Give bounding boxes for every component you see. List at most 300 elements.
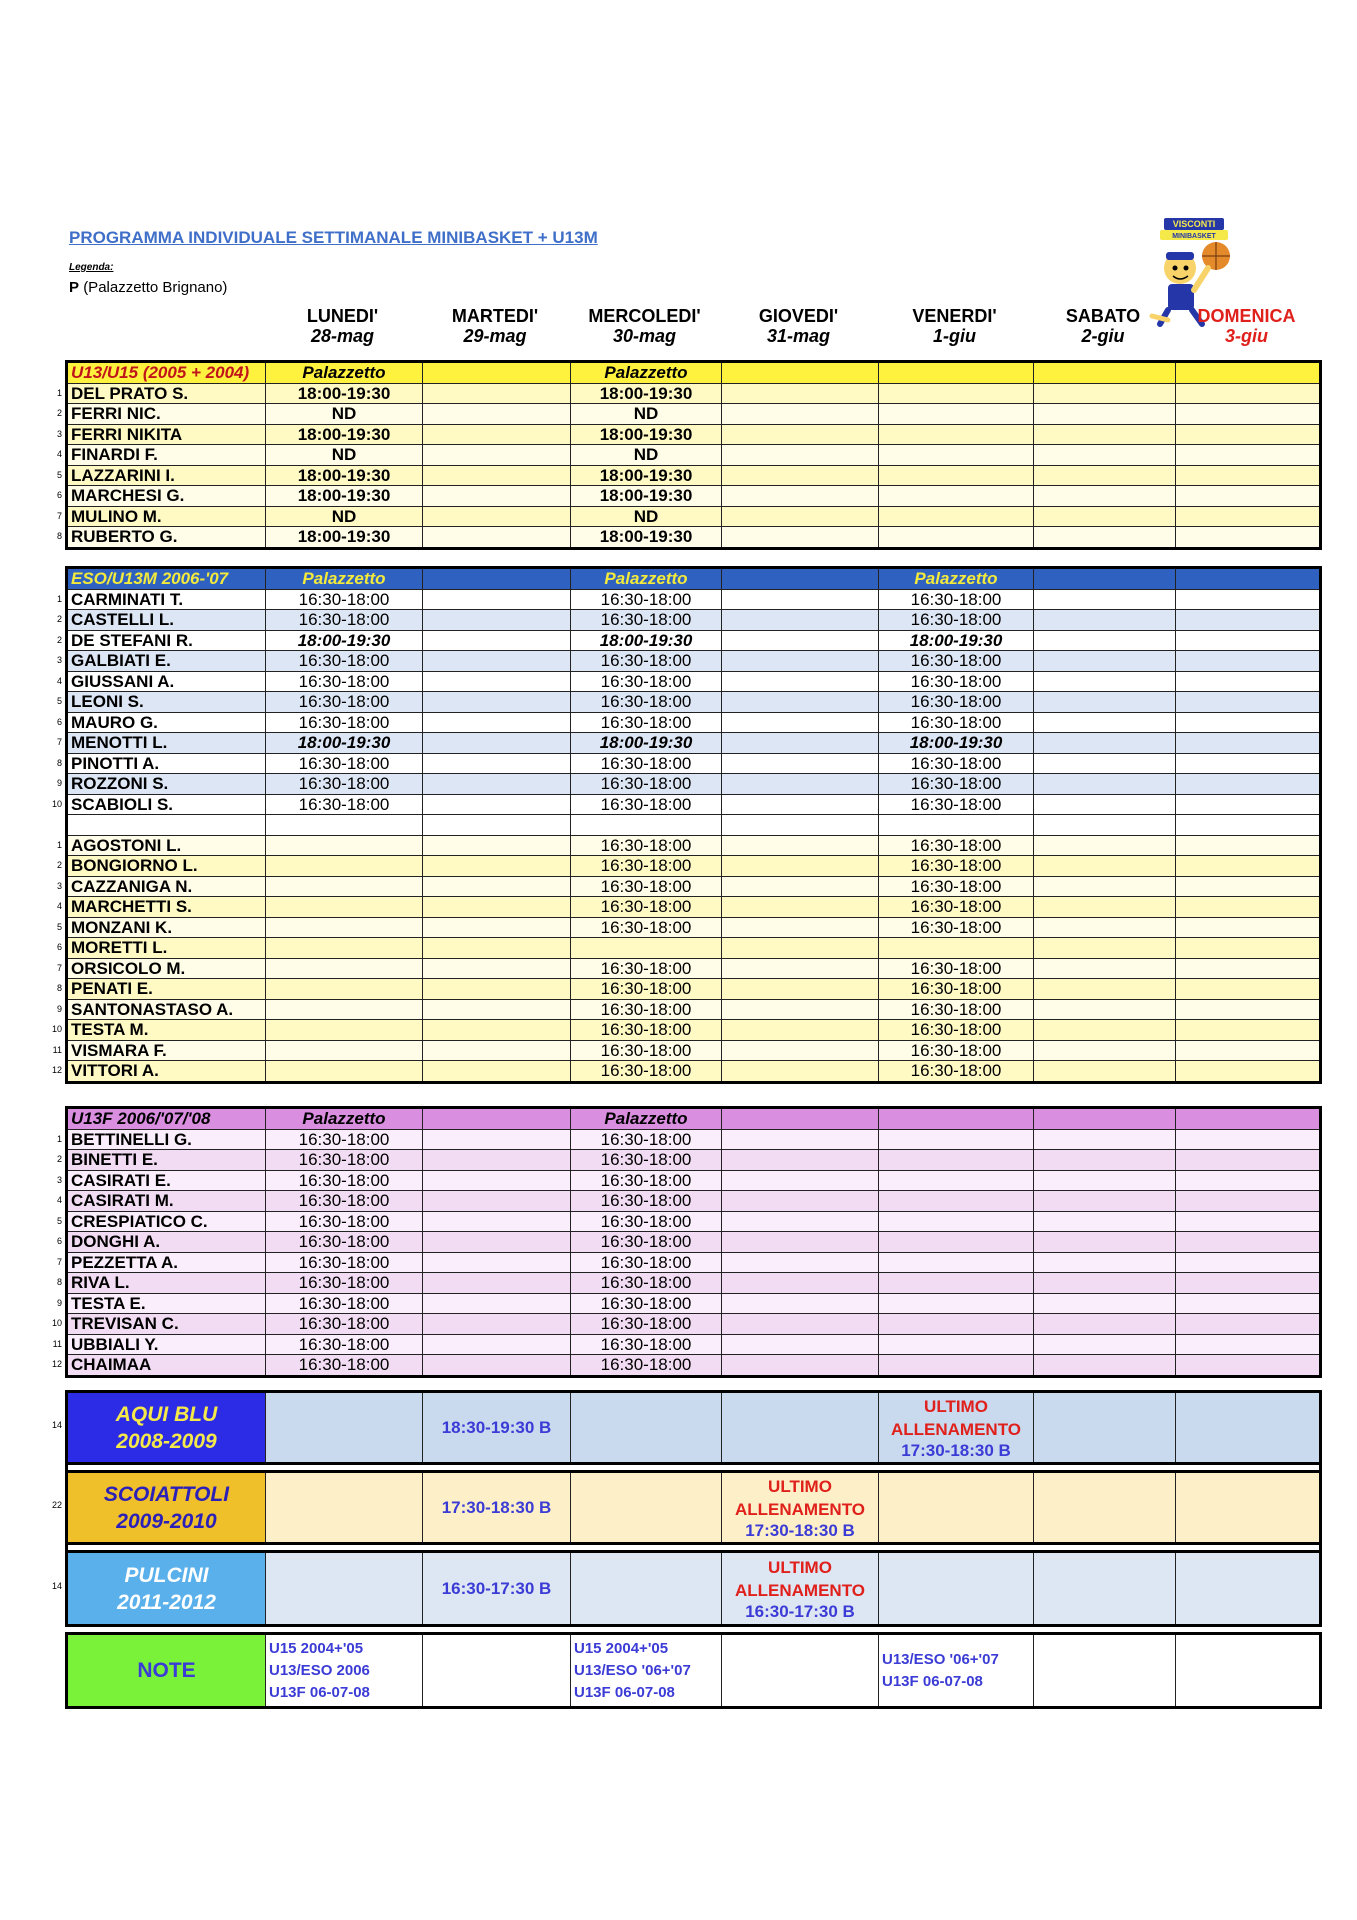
location-cell [423, 568, 571, 590]
empty-cell [266, 1392, 423, 1464]
player-name: FERRI NIC. [67, 404, 266, 425]
player-name: VITTORI A. [67, 1061, 266, 1083]
location-cell: Palazzetto [266, 362, 423, 384]
player-row [67, 1129, 1321, 1150]
day-date: 28-mag [310, 326, 375, 346]
empty-cell [1176, 938, 1321, 959]
empty-cell [722, 1392, 879, 1464]
player-row [67, 1273, 1321, 1294]
schedule-cell: 16:30-18:00 [571, 651, 722, 672]
training-time [423, 1552, 571, 1626]
schedule-cell: 16:30-18:00 [879, 856, 1034, 877]
group-years: 2011-2012 [117, 1590, 216, 1614]
table-u13f [65, 1106, 1322, 1378]
row-number: 3 [56, 428, 62, 439]
empty-cell [423, 692, 571, 713]
schedule-cell: 16:30-18:00 [266, 794, 423, 815]
schedule-cell: 16:30-18:00 [571, 1314, 722, 1335]
empty-cell [722, 815, 879, 836]
last-training-label-2: ALLENAMENTO [734, 1580, 865, 1600]
schedule-cell: 16:30-18:00 [571, 794, 722, 815]
player-name: SANTONASTASO A. [67, 999, 266, 1020]
empty-cell [879, 1232, 1034, 1253]
row-number: 4 [56, 1195, 62, 1205]
player-name: DONGHI A. [67, 1232, 266, 1253]
player-name: RUBERTO G. [67, 527, 266, 549]
schedule-cell: 16:30-18:00 [879, 651, 1034, 672]
player-row [67, 1252, 1321, 1273]
player-row [67, 1355, 1321, 1377]
player-name: BONGIORNO L. [67, 856, 266, 877]
player-row [67, 1314, 1321, 1335]
player-name: MARCHETTI S. [67, 897, 266, 918]
empty-cell [1176, 527, 1321, 549]
row-number: 7 [56, 1256, 62, 1267]
empty-cell [722, 630, 879, 651]
row-number: 3 [56, 655, 62, 665]
empty-cell [423, 527, 571, 549]
schedule-cell: 16:30-18:00 [879, 1040, 1034, 1061]
empty-cell [1034, 404, 1176, 425]
schedule-cell: 16:30-18:00 [266, 1252, 423, 1273]
empty-cell [1034, 692, 1176, 713]
player-row [67, 424, 1321, 445]
empty-cell [1034, 465, 1176, 486]
schedule-cell: 16:30-18:00 [266, 692, 423, 713]
empty-cell [423, 445, 571, 466]
empty-cell [1176, 506, 1321, 527]
group-row [67, 1392, 1321, 1464]
empty-cell [879, 465, 1034, 486]
note-line: U13F 06-07-08 [882, 1672, 983, 1690]
day-header-1 [264, 306, 421, 346]
empty-cell [266, 856, 423, 877]
row-number: 22 [51, 1500, 62, 1510]
empty-cell [423, 1252, 571, 1273]
player-name: FERRI NIKITA [67, 424, 266, 445]
empty-cell [879, 486, 1034, 507]
schedule-cell: 16:30-18:00 [266, 1314, 423, 1335]
schedule-cell: ND [571, 404, 722, 425]
player-row [67, 958, 1321, 979]
player-name: LAZZARINI I. [67, 465, 266, 486]
player-name: CHAIMAA [67, 1355, 266, 1377]
schedule-cell: 16:30-18:00 [879, 1020, 1034, 1041]
empty-cell [1176, 794, 1321, 815]
empty-cell [1176, 1392, 1321, 1464]
row-number: 2 [56, 634, 62, 645]
player-name: MULINO M. [67, 506, 266, 527]
empty-cell [1034, 999, 1176, 1020]
empty-cell [1034, 589, 1176, 610]
row-number: 12 [51, 1359, 62, 1369]
row-number: 7 [56, 962, 62, 973]
note-cell-wed [571, 1634, 722, 1708]
schedule-cell: 16:30-18:00 [879, 1061, 1034, 1083]
player-row [67, 383, 1321, 404]
empty-cell [879, 1472, 1034, 1544]
empty-cell [722, 1211, 879, 1232]
empty-cell [722, 1634, 879, 1708]
schedule-cell: 16:30-18:00 [571, 1150, 722, 1171]
empty-cell [1034, 486, 1176, 507]
empty-cell [722, 671, 879, 692]
empty-cell [722, 404, 879, 425]
last-training-label-2: ALLENAMENTO [890, 1419, 1021, 1439]
location-cell: Palazzetto [266, 1108, 423, 1130]
player-name: CARMINATI T. [67, 589, 266, 610]
schedule-cell: 18:00-19:30 [571, 486, 722, 507]
empty-cell [423, 1170, 571, 1191]
empty-cell [722, 958, 879, 979]
location-cell [1034, 1108, 1176, 1130]
empty-cell [423, 774, 571, 795]
player-row [67, 938, 1321, 959]
empty-cell [879, 424, 1034, 445]
schedule-cell: 16:30-18:00 [571, 1293, 722, 1314]
player-name: BETTINELLI G. [67, 1129, 266, 1150]
empty-cell [1176, 383, 1321, 404]
empty-cell [1034, 1040, 1176, 1061]
logo-text-1: VISCONTI [1172, 219, 1216, 229]
empty-cell [423, 1040, 571, 1061]
empty-cell [1176, 1170, 1321, 1191]
legend-key: P [69, 279, 80, 296]
empty-cell [1176, 630, 1321, 651]
schedule-cell: 16:30-18:00 [879, 794, 1034, 815]
empty-cell [1034, 1020, 1176, 1041]
schedule-cell: 16:30-18:00 [571, 1040, 722, 1061]
schedule-cell: 16:30-18:00 [571, 979, 722, 1000]
schedule-cell: 16:30-18:00 [879, 610, 1034, 631]
last-training-cell [722, 1472, 879, 1544]
schedule-cell: 16:30-18:00 [571, 1129, 722, 1150]
group-label [67, 1552, 266, 1626]
empty-cell [879, 1252, 1034, 1273]
row-number: 2 [56, 614, 62, 624]
empty-cell [423, 794, 571, 815]
note-line: U13F 06-07-08 [574, 1683, 675, 1701]
empty-cell [1034, 1314, 1176, 1335]
schedule-cell: 16:30-18:00 [879, 692, 1034, 713]
schedule-cell: ND [266, 404, 423, 425]
empty-cell [571, 815, 722, 836]
day-date: 2-giu [1081, 326, 1125, 346]
schedule-cell: 18:00-19:30 [571, 383, 722, 404]
empty-cell [266, 979, 423, 1000]
schedule-cell [879, 938, 1034, 959]
empty-cell [722, 835, 879, 856]
row-number: 9 [56, 1297, 62, 1308]
empty-cell [722, 1150, 879, 1171]
empty-cell [423, 876, 571, 897]
row-number: 5 [56, 1215, 62, 1226]
location-cell [722, 362, 879, 384]
logo-text-2: MINIBASKET [1172, 233, 1216, 240]
training-time [423, 1392, 571, 1464]
empty-cell [571, 1472, 722, 1544]
empty-cell [1034, 794, 1176, 815]
empty-cell [423, 1211, 571, 1232]
empty-cell [722, 999, 879, 1020]
spacer-cell [67, 1464, 1321, 1472]
schedule-cell: 16:30-18:00 [571, 1334, 722, 1355]
row-number: 11 [52, 1044, 62, 1055]
section-title: ESO/U13M 2006-'07 [67, 568, 266, 590]
schedule-cell: 16:30-18:00 [571, 692, 722, 713]
empty-cell [1176, 445, 1321, 466]
player-name: ORSICOLO M. [67, 958, 266, 979]
schedule-cell: 16:30-18:00 [879, 897, 1034, 918]
empty-cell [423, 753, 571, 774]
empty-cell [423, 486, 571, 507]
empty-cell [423, 1314, 571, 1335]
empty-cell [1176, 958, 1321, 979]
player-row [67, 404, 1321, 425]
group-name: SCOIATTOLI [103, 1482, 230, 1506]
training-time-text: 18:30-19:30 B [441, 1417, 552, 1437]
empty-cell [1034, 1252, 1176, 1273]
empty-cell [1034, 856, 1176, 877]
row-number: 6 [56, 1236, 62, 1246]
training-time-text: 16:30-17:30 B [441, 1578, 552, 1598]
player-row [67, 589, 1321, 610]
empty-cell [1176, 424, 1321, 445]
schedule-cell: 16:30-18:00 [571, 671, 722, 692]
group-label [67, 1472, 266, 1544]
schedule-cell: 18:00-19:30 [266, 527, 423, 549]
last-training-label: ULTIMO [768, 1476, 832, 1496]
empty-cell [423, 1273, 571, 1294]
row-number: 1 [56, 593, 62, 604]
note-line: U13/ESO '06+'07 [882, 1650, 999, 1668]
empty-cell [722, 876, 879, 897]
schedule-cell: 16:30-18:00 [571, 1020, 722, 1041]
group-years: 2008-2009 [116, 1429, 217, 1453]
row-number: 9 [56, 1003, 62, 1014]
note-line: U13/ESO 2006 [269, 1661, 370, 1679]
location-cell: Palazzetto [266, 568, 423, 590]
schedule-cell: 18:00-19:30 [266, 733, 423, 754]
location-cell [1034, 568, 1176, 590]
empty-cell [1034, 917, 1176, 938]
empty-cell [1176, 897, 1321, 918]
schedule-cell: 16:30-18:00 [266, 1211, 423, 1232]
empty-cell [1034, 1355, 1176, 1377]
schedule-cell: 18:00-19:30 [266, 465, 423, 486]
schedule-cell: 16:30-18:00 [571, 753, 722, 774]
row-number: 14 [51, 1581, 62, 1591]
empty-cell [423, 938, 571, 959]
empty-cell [722, 465, 879, 486]
player-row [67, 445, 1321, 466]
empty-cell [1176, 1273, 1321, 1294]
empty-cell [266, 815, 423, 836]
schedule-cell: 16:30-18:00 [571, 589, 722, 610]
player-name: MORETTI L. [67, 938, 266, 959]
schedule-cell: 16:30-18:00 [571, 856, 722, 877]
day-header-4 [720, 306, 877, 346]
empty-cell [1034, 445, 1176, 466]
schedule-cell: 16:30-18:00 [266, 1273, 423, 1294]
schedule-cell: 16:30-18:00 [879, 958, 1034, 979]
schedule-cell: 16:30-18:00 [571, 876, 722, 897]
last-training-cell [722, 1552, 879, 1626]
empty-cell [1034, 1334, 1176, 1355]
row-number: 6 [56, 942, 62, 952]
location-cell: Palazzetto [571, 1108, 722, 1130]
empty-cell [1034, 1150, 1176, 1171]
empty-cell [722, 1273, 879, 1294]
row-number: 4 [56, 901, 62, 911]
empty-cell [1176, 610, 1321, 631]
day-header-6 [1032, 306, 1174, 346]
empty-cell [1176, 486, 1321, 507]
player-name: LEONI S. [67, 692, 266, 713]
location-cell [722, 568, 879, 590]
empty-cell [1176, 1232, 1321, 1253]
schedule-cell: 16:30-18:00 [571, 917, 722, 938]
day-header-5 [877, 306, 1032, 346]
empty-cell [423, 733, 571, 754]
row-number: 11 [52, 1338, 62, 1349]
empty-cell [266, 1472, 423, 1544]
empty-cell [1176, 465, 1321, 486]
location-cell [879, 362, 1034, 384]
section-header-row [67, 362, 1321, 384]
legend-label: Legenda: [69, 262, 114, 273]
empty-cell [722, 383, 879, 404]
schedule-cell: 16:30-18:00 [266, 1334, 423, 1355]
location-cell [1176, 568, 1321, 590]
player-row [67, 692, 1321, 713]
location-cell [879, 1108, 1034, 1130]
last-training-label: ULTIMO [768, 1557, 832, 1577]
empty-cell [423, 999, 571, 1020]
empty-cell [266, 1020, 423, 1041]
player-row [67, 774, 1321, 795]
document-title: PROGRAMMA INDIVIDUALE SETTIMANALE MINIBASKET + U13M [69, 228, 598, 247]
empty-cell [423, 1150, 571, 1171]
schedule-cell: 16:30-18:00 [879, 671, 1034, 692]
schedule-cell: ND [571, 445, 722, 466]
schedule-cell: ND [266, 506, 423, 527]
schedule-cell: 16:30-18:00 [571, 835, 722, 856]
player-name: TREVISAN C. [67, 1314, 266, 1335]
player-name: PENATI E. [67, 979, 266, 1000]
table-eso-u13m [65, 566, 1322, 1084]
empty-cell [1176, 1129, 1321, 1150]
row-number: 8 [56, 531, 62, 541]
player-row [67, 630, 1321, 651]
schedule-cell: 16:30-18:00 [879, 979, 1034, 1000]
empty-cell [879, 527, 1034, 549]
player-row [67, 917, 1321, 938]
day-name: LUNEDI' [306, 306, 379, 326]
group-row [67, 1472, 1321, 1544]
row-number: 3 [56, 1174, 62, 1185]
player-name: DE STEFANI R. [67, 630, 266, 651]
day-name: MERCOLEDI' [588, 306, 701, 326]
empty-cell [423, 465, 571, 486]
player-row [67, 856, 1321, 877]
legend-text [69, 279, 227, 296]
empty-cell [423, 1232, 571, 1253]
empty-cell [1176, 1472, 1321, 1544]
player-name: RIVA L. [67, 1273, 266, 1294]
note-line: U15 2004+'05 [269, 1639, 364, 1657]
row-number: 1 [56, 839, 62, 850]
schedule-cell: 16:30-18:00 [266, 712, 423, 733]
empty-cell [266, 876, 423, 897]
player-name: UBBIALI Y. [67, 1334, 266, 1355]
empty-cell [722, 692, 879, 713]
empty-cell [1176, 835, 1321, 856]
empty-cell [423, 958, 571, 979]
empty-cell [1176, 815, 1321, 836]
training-time [423, 1472, 571, 1544]
row-number: 5 [56, 696, 62, 706]
player-row [67, 1191, 1321, 1212]
schedule-cell: 16:30-18:00 [879, 835, 1034, 856]
empty-cell [423, 856, 571, 877]
schedule-cell: 16:30-18:00 [571, 1211, 722, 1232]
section-header-row [67, 568, 1321, 590]
schedule-cell: 18:00-19:30 [266, 630, 423, 651]
player-name: VISMARA F. [67, 1040, 266, 1061]
empty-cell [266, 938, 423, 959]
player-row [67, 733, 1321, 754]
player-name: ROZZONI S. [67, 774, 266, 795]
empty-cell [1176, 712, 1321, 733]
group-label [67, 1392, 266, 1464]
empty-cell [1176, 753, 1321, 774]
row-number: 10 [51, 1318, 62, 1328]
empty-cell [1034, 630, 1176, 651]
empty-cell [1176, 876, 1321, 897]
row-number: 10 [51, 798, 62, 809]
legend-desc: (Palazzetto Brignano) [83, 279, 228, 296]
schedule-cell: 16:30-18:00 [266, 671, 423, 692]
day-name: GIOVEDI' [758, 306, 839, 326]
player-row [67, 1040, 1321, 1061]
empty-cell [879, 1129, 1034, 1150]
schedule-cell: ND [266, 445, 423, 466]
empty-cell [266, 958, 423, 979]
empty-cell [722, 424, 879, 445]
schedule-cell: 16:30-18:00 [266, 589, 423, 610]
empty-cell [722, 1191, 879, 1212]
empty-cell [722, 1061, 879, 1083]
location-cell [722, 1108, 879, 1130]
empty-cell [1176, 1293, 1321, 1314]
row-number: 12 [51, 1065, 62, 1075]
empty-cell [879, 383, 1034, 404]
notes-label: NOTE [67, 1634, 266, 1708]
schedule-cell: 16:30-18:00 [571, 774, 722, 795]
empty-cell [423, 404, 571, 425]
player-name: MENOTTI L. [67, 733, 266, 754]
empty-cell [879, 1552, 1034, 1626]
empty-cell [879, 1191, 1034, 1212]
schedule-cell: 16:30-18:00 [879, 712, 1034, 733]
empty-cell [1176, 1061, 1321, 1083]
empty-cell [1176, 1252, 1321, 1273]
player-row [67, 610, 1321, 631]
empty-cell [423, 1634, 571, 1708]
spacer-cell [67, 1544, 1321, 1552]
day-date: 31-mag [766, 326, 831, 346]
